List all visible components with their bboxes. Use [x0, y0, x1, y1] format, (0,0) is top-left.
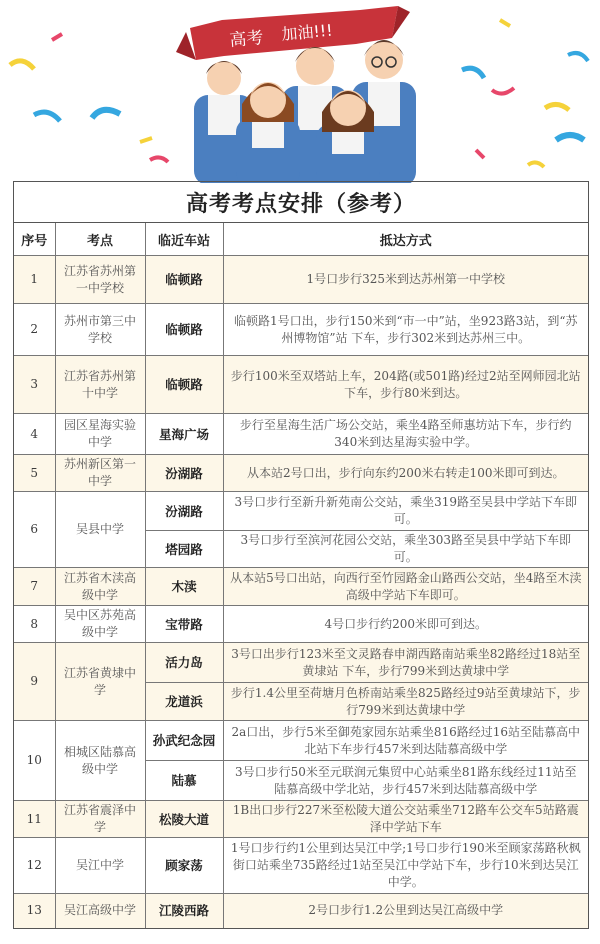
row-site: 江苏省木渎高级中学: [55, 568, 145, 606]
table-row: [14, 356, 588, 414]
row-no: 7: [14, 568, 55, 606]
row-no: 8: [14, 606, 55, 643]
table-header-row: [14, 223, 588, 256]
row-site: 园区星海实验中学: [55, 414, 145, 455]
row-no: 6: [14, 492, 55, 568]
row-route: 1号口步行325米到达苏州第一中学校: [223, 256, 588, 304]
row-no: 10: [14, 721, 55, 801]
row-no: 5: [14, 455, 55, 492]
row-route: 2a口出，步行5米至御苑家园东站乘坐816路经过16站至陆慕高中北站下车步行457米到达陆慕高级中学: [223, 721, 588, 761]
header-route: 抵达方式: [223, 223, 588, 256]
table-row: [14, 801, 588, 838]
exam-site-table: [14, 223, 588, 928]
row-site: 吴江高级中学: [55, 894, 145, 928]
row-route: 步行100米至双塔站上车，204路(或501路)经过2站至网师园北站下车，步行80米到达。: [223, 356, 588, 414]
row-route: 3号口出步行123米至文灵路春申湖西路南站乘坐82路经过18站至黄埭站 下车，步行799米到达黄埭中学: [223, 643, 588, 683]
row-station: 活力岛: [145, 643, 223, 683]
row-route: 3号口步行至新升新苑南公交站，乘坐319路至吴县中学站下车即可。: [223, 492, 588, 531]
row-station: 松陵大道: [145, 801, 223, 838]
table-row: [14, 568, 588, 606]
row-site: 相城区陆慕高级中学: [55, 721, 145, 801]
row-route: 从本站2号口出，步行向东约200米右转走100米即可到达。: [223, 455, 588, 492]
table-row: [14, 894, 588, 928]
header-site: 考点: [55, 223, 145, 256]
table-row: [14, 414, 588, 455]
table-title: 高考考点安排（参考）: [14, 182, 588, 223]
row-station: 陆慕: [145, 761, 223, 801]
table-row: [14, 492, 588, 531]
header-station: 临近车站: [145, 223, 223, 256]
row-station: 星海广场: [145, 414, 223, 455]
row-route: 2号口步行1.2公里到达吴江高级中学: [223, 894, 588, 928]
exam-site-sheet: [13, 181, 589, 929]
row-no: 4: [14, 414, 55, 455]
row-station: 塔园路: [145, 531, 223, 568]
row-route: 1号口步行约1公里到达吴江中学;1号口步行190米至顾家荡路秋枫街口站乘坐735路经过1站至吴江中学站下车，步行10米到达吴江中学。: [223, 838, 588, 894]
row-route: 3号口步行至滨河花园公交站，乘坐303路至吴县中学站下车即可。: [223, 531, 588, 568]
table-row: [14, 455, 588, 492]
banner-text-2: 加油!!!: [280, 20, 334, 44]
row-route: 临顿路1号口出，步行150米到“市一中”站，坐923路3站，到“苏州博物馆”站 下车，步行302米到达苏州三中。: [223, 304, 588, 356]
row-station: 临顿路: [145, 356, 223, 414]
row-site: 吴江中学: [55, 838, 145, 894]
row-no: 2: [14, 304, 55, 356]
row-station: 江陵西路: [145, 894, 223, 928]
row-site: 江苏省苏州第十中学: [55, 356, 145, 414]
row-site: 吴县中学: [55, 492, 145, 568]
row-no: 1: [14, 256, 55, 304]
row-site: 苏州新区第一中学: [55, 455, 145, 492]
table-row: [14, 606, 588, 643]
hero-illustration: [0, 0, 600, 183]
row-station: 汾湖路: [145, 455, 223, 492]
row-station: 木渎: [145, 568, 223, 606]
row-no: 9: [14, 643, 55, 721]
row-station: 孙武纪念园: [145, 721, 223, 761]
row-no: 3: [14, 356, 55, 414]
row-site: 江苏省苏州第一中学校: [55, 256, 145, 304]
row-site: 江苏省震泽中学: [55, 801, 145, 838]
row-no: 12: [14, 838, 55, 894]
row-station: 临顿路: [145, 304, 223, 356]
table-row: [14, 256, 588, 304]
row-route: 从本站5号口出站，向西行至竹园路金山路西公交站，坐4路至木渎高级中学站下车即可。: [223, 568, 588, 606]
students-illustration: [0, 0, 600, 183]
row-site: 吴中区苏苑高级中学: [55, 606, 145, 643]
row-station: 宝带路: [145, 606, 223, 643]
table-row: [14, 721, 588, 761]
row-site: 江苏省黄埭中学: [55, 643, 145, 721]
row-no: 11: [14, 801, 55, 838]
table-row: [14, 838, 588, 894]
table-row: [14, 643, 588, 683]
banner-text-1: 高考: [228, 28, 265, 51]
row-site: 苏州市第三中学校: [55, 304, 145, 356]
row-route: 3号口步行50米至元联润元集贸中心站乘坐81路东线经过11站至陆慕高级中学北站，步行457米到达陆慕高级中学: [223, 761, 588, 801]
table-row: [14, 304, 588, 356]
row-route: 步行至星海生活广场公交站，乘坐4路至师惠坊站下车，步行约340米到达星海实验中学。: [223, 414, 588, 455]
row-no: 13: [14, 894, 55, 928]
row-station: 临顿路: [145, 256, 223, 304]
students: [194, 40, 416, 183]
row-station: 龙道浜: [145, 683, 223, 721]
row-route: 1B出口步行227米至松陵大道公交站乘坐712路车公交车5站路震泽中学站下车: [223, 801, 588, 838]
header-no: 序号: [14, 223, 55, 256]
row-station: 顾家荡: [145, 838, 223, 894]
row-route: 步行1.4公里至荷塘月色桥南站乘坐825路经过9站至黄埭站下，步行799米到达黄埭中学: [223, 683, 588, 721]
row-station: 汾湖路: [145, 492, 223, 531]
row-route: 4号口步行约200米即可到达。: [223, 606, 588, 643]
